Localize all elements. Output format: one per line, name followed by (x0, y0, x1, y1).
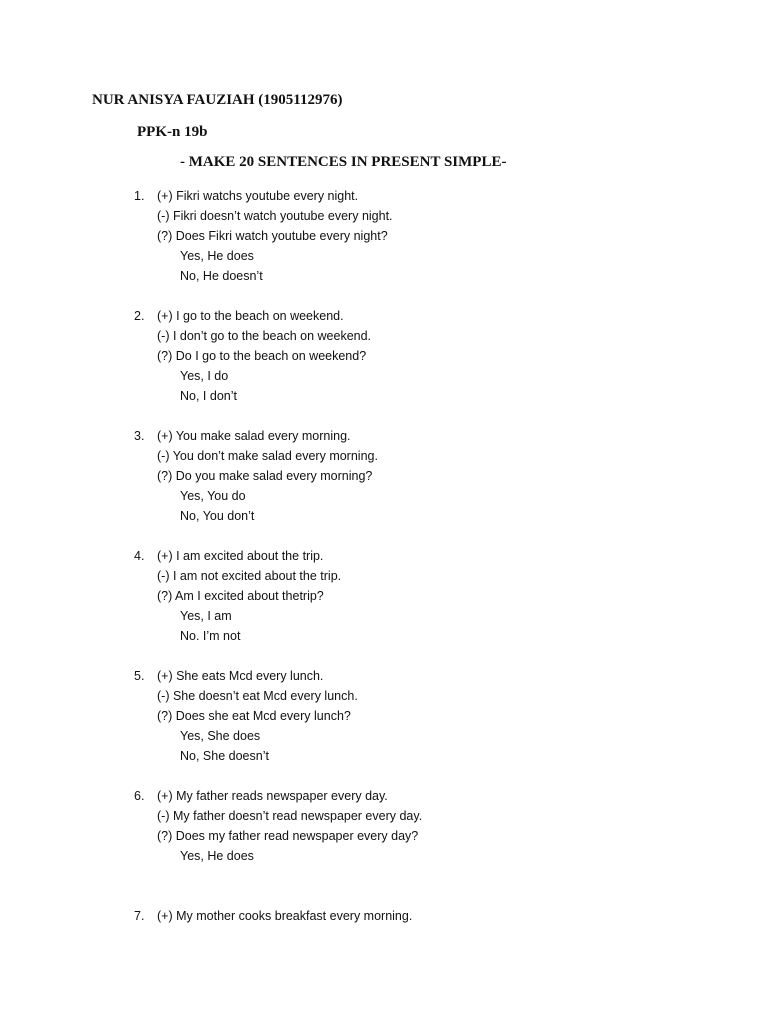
assignment-title: - MAKE 20 SENTENCES IN PRESENT SIMPLE- (180, 154, 507, 170)
negative-sentence: (-) I am not excited about the trip. (157, 569, 342, 583)
no-answer: No, I don’t (180, 389, 237, 403)
yes-answer: Yes, I am (180, 609, 232, 623)
question-sentence: (?) Does she eat Mcd every lunch? (157, 709, 351, 723)
item-number: 7. (134, 909, 145, 923)
item-number: 3. (134, 429, 145, 443)
no-answer: No, You don’t (180, 509, 255, 523)
positive-sentence: (+) My father reads newspaper every day. (157, 789, 388, 803)
positive-sentence: (+) Fikri watchs youtube every night. (157, 189, 359, 203)
item-number: 2. (134, 309, 145, 323)
negative-sentence: (-) Fikri doesn’t watch youtube every night. (157, 209, 393, 223)
question-sentence: (?) Am I excited about thetrip? (157, 589, 324, 603)
positive-sentence: (+) My mother cooks breakfast every morning. (157, 909, 413, 923)
yes-answer: Yes, I do (180, 369, 229, 383)
no-answer: No, He doesn’t (180, 269, 263, 283)
yes-answer: Yes, She does (180, 729, 261, 743)
negative-sentence: (-) I don’t go to the beach on weekend. (157, 329, 372, 343)
question-sentence: (?) Do you make salad every morning? (157, 469, 373, 483)
no-answer: No. I’m not (180, 629, 241, 643)
positive-sentence: (+) I am excited about the trip. (157, 549, 324, 563)
negative-sentence: (-) My father doesn’t read newspaper every day. (157, 809, 423, 823)
class-code: PPK-n 19b (137, 124, 208, 140)
negative-sentence: (-) You don’t make salad every morning. (157, 449, 378, 463)
yes-answer: Yes, You do (180, 489, 246, 503)
student-name: NUR ANISYA FAUZIAH (1905112976) (92, 92, 343, 108)
positive-sentence: (+) You make salad every morning. (157, 429, 351, 443)
negative-sentence: (-) She doesn’t eat Mcd every lunch. (157, 689, 358, 703)
yes-answer: Yes, He does (180, 249, 254, 263)
item-number: 4. (134, 549, 145, 563)
positive-sentence: (+) She eats Mcd every lunch. (157, 669, 324, 683)
item-number: 5. (134, 669, 145, 683)
question-sentence: (?) Do I go to the beach on weekend? (157, 349, 367, 363)
item-number: 1. (134, 189, 145, 203)
item-number: 6. (134, 789, 145, 803)
question-sentence: (?) Does Fikri watch youtube every night? (157, 229, 388, 243)
question-sentence: (?) Does my father read newspaper every day? (157, 829, 419, 843)
no-answer: No, She doesn’t (180, 749, 269, 763)
yes-answer: Yes, He does (180, 849, 254, 863)
positive-sentence: (+) I go to the beach on weekend. (157, 309, 344, 323)
